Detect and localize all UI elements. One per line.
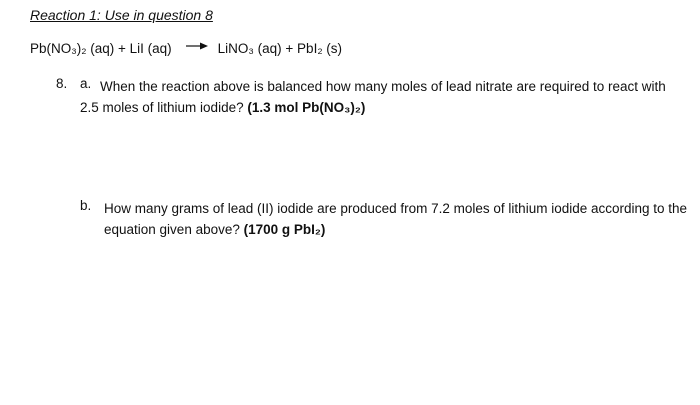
part-a-question — [80, 76, 680, 118]
part-a-text: When the reaction above is balanced how many moles of lead nitrate are required to react with 2.5 moles of lithium iodide? — [80, 79, 666, 115]
part-a-letter: a. — [80, 76, 92, 91]
reaction-arrow-icon — [186, 38, 208, 53]
chemical-equation — [30, 41, 342, 56]
part-a-answer: (1.3 mol Pb(NO₃)₂) — [247, 100, 366, 115]
part-b-text: How many grams of lead (II) iodide are produced from 7.2 moles of lithium iodide according to the equation given above? — [104, 201, 688, 237]
part-b-answer: (1700 g PbI₂) — [243, 222, 326, 237]
reaction-heading: Reaction 1: Use in question 8 — [30, 7, 213, 23]
equation-products: LiNO₃ (aq) + PbI₂ (s) — [217, 41, 343, 56]
part-b-question — [104, 198, 694, 240]
equation-reactants: Pb(NO₃)₂ (aq) + LiI (aq) — [30, 41, 172, 56]
part-b-letter: b. — [80, 198, 92, 213]
question-number: 8. — [56, 76, 68, 91]
